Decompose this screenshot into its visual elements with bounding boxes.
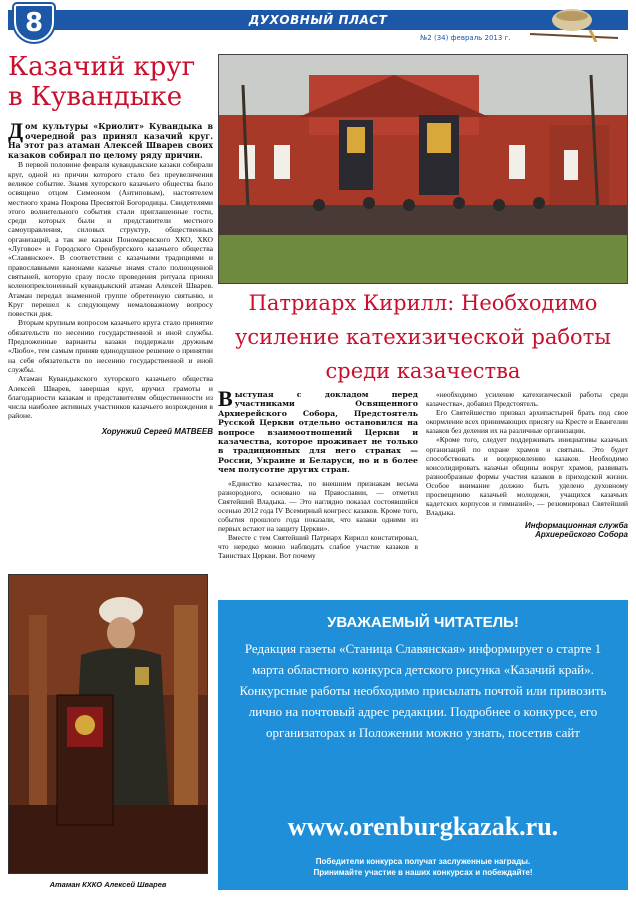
article-author: Хорунжий Сергей МАТВЕЕВ	[101, 426, 213, 436]
page-header	[0, 0, 636, 48]
footer-line-2: Принимайте участие в наших конкурсах и побеждайте!	[313, 868, 533, 877]
paragraph: «Кроме того, следует поддерживать инициативы казачьих организаций по охране храмов и святынь. Это будет способствовать и воцерковлению казаков. Необходимо консолидировать казачьи общины вокруг храмов, развивать разнообразные формы участия казаков в приходской жизни. Особое внимание должно быть уделено духовному просвещению казачьей молодежи, учащихся казачьих кадетских корпусов и гимназий», — резюмировал Святейший Владыка.	[426, 435, 628, 518]
website-link[interactable]: www.orenburgkazak.ru.	[287, 812, 559, 841]
source-line-2: Архиерейского Собора	[535, 530, 628, 540]
article-title	[8, 52, 213, 112]
procession-photo-image	[219, 55, 628, 284]
paragraph: «Единство казачества, по внешним признакам весьма разнородного, основано на Православии, — отметил Святейший Владыка. — Это наглядно показал состоявшийся осенью 2012 года IV Всемирный конгресс казаков. Кроме того, события прошлого года показали, что казаки одними из первых встают на защиту Церкви».	[218, 478, 418, 534]
dropcap: Д	[8, 118, 24, 143]
section-title: ДУХОВНЫЙ ПЛАСТ	[248, 13, 388, 27]
title-line-2: в Кувандыке	[8, 82, 183, 112]
article-kuvandyk	[8, 52, 213, 436]
announcement-title: УВАЖАЕМЫЙ ЧИТАТЕЛЬ!	[327, 614, 519, 631]
source-line-1: Информационная служба	[525, 521, 628, 531]
headline-line-1: Патриарх Кирилл: Необходимо	[248, 291, 598, 315]
paragraph: Атаман Кувандыкского хуторского казачьего общества Алексей Шварев, завершая круг, вручил грамоты и благодарности казакам и представителям общественности из числа наиболее активных участников казачьего возрождения в районе.	[8, 374, 213, 421]
article-body	[218, 479, 418, 561]
article-patriarch-headline	[218, 286, 628, 388]
paragraph: Его Святейшество призвал архипастырей брать под свое окормление всех принимающих присягу на Кресте и Евангелии казаков без деления их на различные организации.	[426, 408, 628, 436]
article-body	[8, 160, 213, 420]
ataman-photo	[8, 574, 208, 874]
announcement-body: Редакция газеты «Станица Славянская» информирует о старте 1 марта областного конкурса детского рисунка «Казачий край». Конкурсные работы необходимо присылать почтой или привозить лично на почтовый адрес редакции. Подробнее о конкурсе, его организаторах и Положении можно узнать, посетив сайт	[239, 641, 607, 740]
title-line-1: Казачий круг	[8, 52, 196, 82]
issue-info: №2 (34) февраль 2013 г.	[420, 34, 511, 42]
headline-line-3: среди казачества	[325, 359, 521, 383]
article-patriarch-col-2	[426, 390, 628, 539]
page-number-badge: 8	[14, 4, 54, 42]
article-lead	[8, 118, 213, 160]
procession-photo	[218, 54, 628, 284]
photo-caption: Атаман КХКО Алексей Шварев	[49, 880, 167, 889]
article-lead	[218, 386, 418, 475]
paragraph: Вторым крупным вопросом казачьего круга стало принятие обязательств по несению государственной и иной службы. Предложенные варианты казаки поддержали дружным «Любо», тем самым приняв единодушное решение о принятии на себя обязательств по несению государственной и иной службы.	[8, 318, 213, 374]
footer-line-1: Победители конкурса получат заслуженные награды.	[315, 857, 531, 866]
headline-line-2: усиление катехизической работы	[234, 325, 612, 349]
paragraph: «необходимо усиление катехизической работы среди казачества», добавил Предстоятель.	[426, 390, 628, 409]
paragraph: Вместе с тем Святейший Патриарх Кирилл констатировал, что нередко можно наблюдать слабое участие казаков в Таинствах Церкви. Вот почему	[218, 533, 418, 561]
article-patriarch-col-1	[218, 386, 418, 561]
cossack-hat-and-saber-icon	[530, 8, 620, 42]
lead-text: ом культуры «Криолит» Кувандыка в очередной раз принял казачий круг. На этот раз атаман Алексей Шварев своих казаков собирал по целому ряду причин.	[8, 121, 213, 160]
announcement-footer	[218, 856, 628, 878]
article-source	[426, 521, 628, 539]
ataman-photo-image	[9, 575, 208, 874]
dropcap: В	[218, 386, 233, 411]
lead-text: ыступая с докладом перед участниками Освященного Архиерейского Собора, Предстоятель Русской Церкви отдельно остановился на вопросе взаимоотношений Церкви и казачества, которое проживает не только в традиционных для него странах — России, Украине и Беларуси, но и в более чем полусотне других стран.	[218, 390, 418, 475]
contest-announcement	[218, 600, 628, 890]
paragraph: В первой половине февраля кувандыкские казаки собирали круг, одной из причин которого стало без преувеличения великое событие. Знамя хуторского казачьего общества было освящено отцом Симеоном (Антиповым), настоятелем местного храма Покрова Пресвятой Богородицы. Свидетелями этого волнительного события стали приглашенные гости, среди которых были и представители местного самоуправления, силовых структур, общественных организаций, а так же казаки Пономаревского ХКО, ХКО «Луговое» и Городского Оренбургского казачьего общества «Славянское». В соответствии с казачьими традициями и православными канонами казачье знамя стало полноценной святыней, которую сразу после проведения ритуала принял коленопреклоненный кувандыкский атаман Алексей Шварев. Атаман передал знаменной группе обретенную святыню, и Круг перешел к следующему немаловажному вопросу повестки дня.	[8, 160, 213, 319]
article-body	[426, 390, 628, 517]
